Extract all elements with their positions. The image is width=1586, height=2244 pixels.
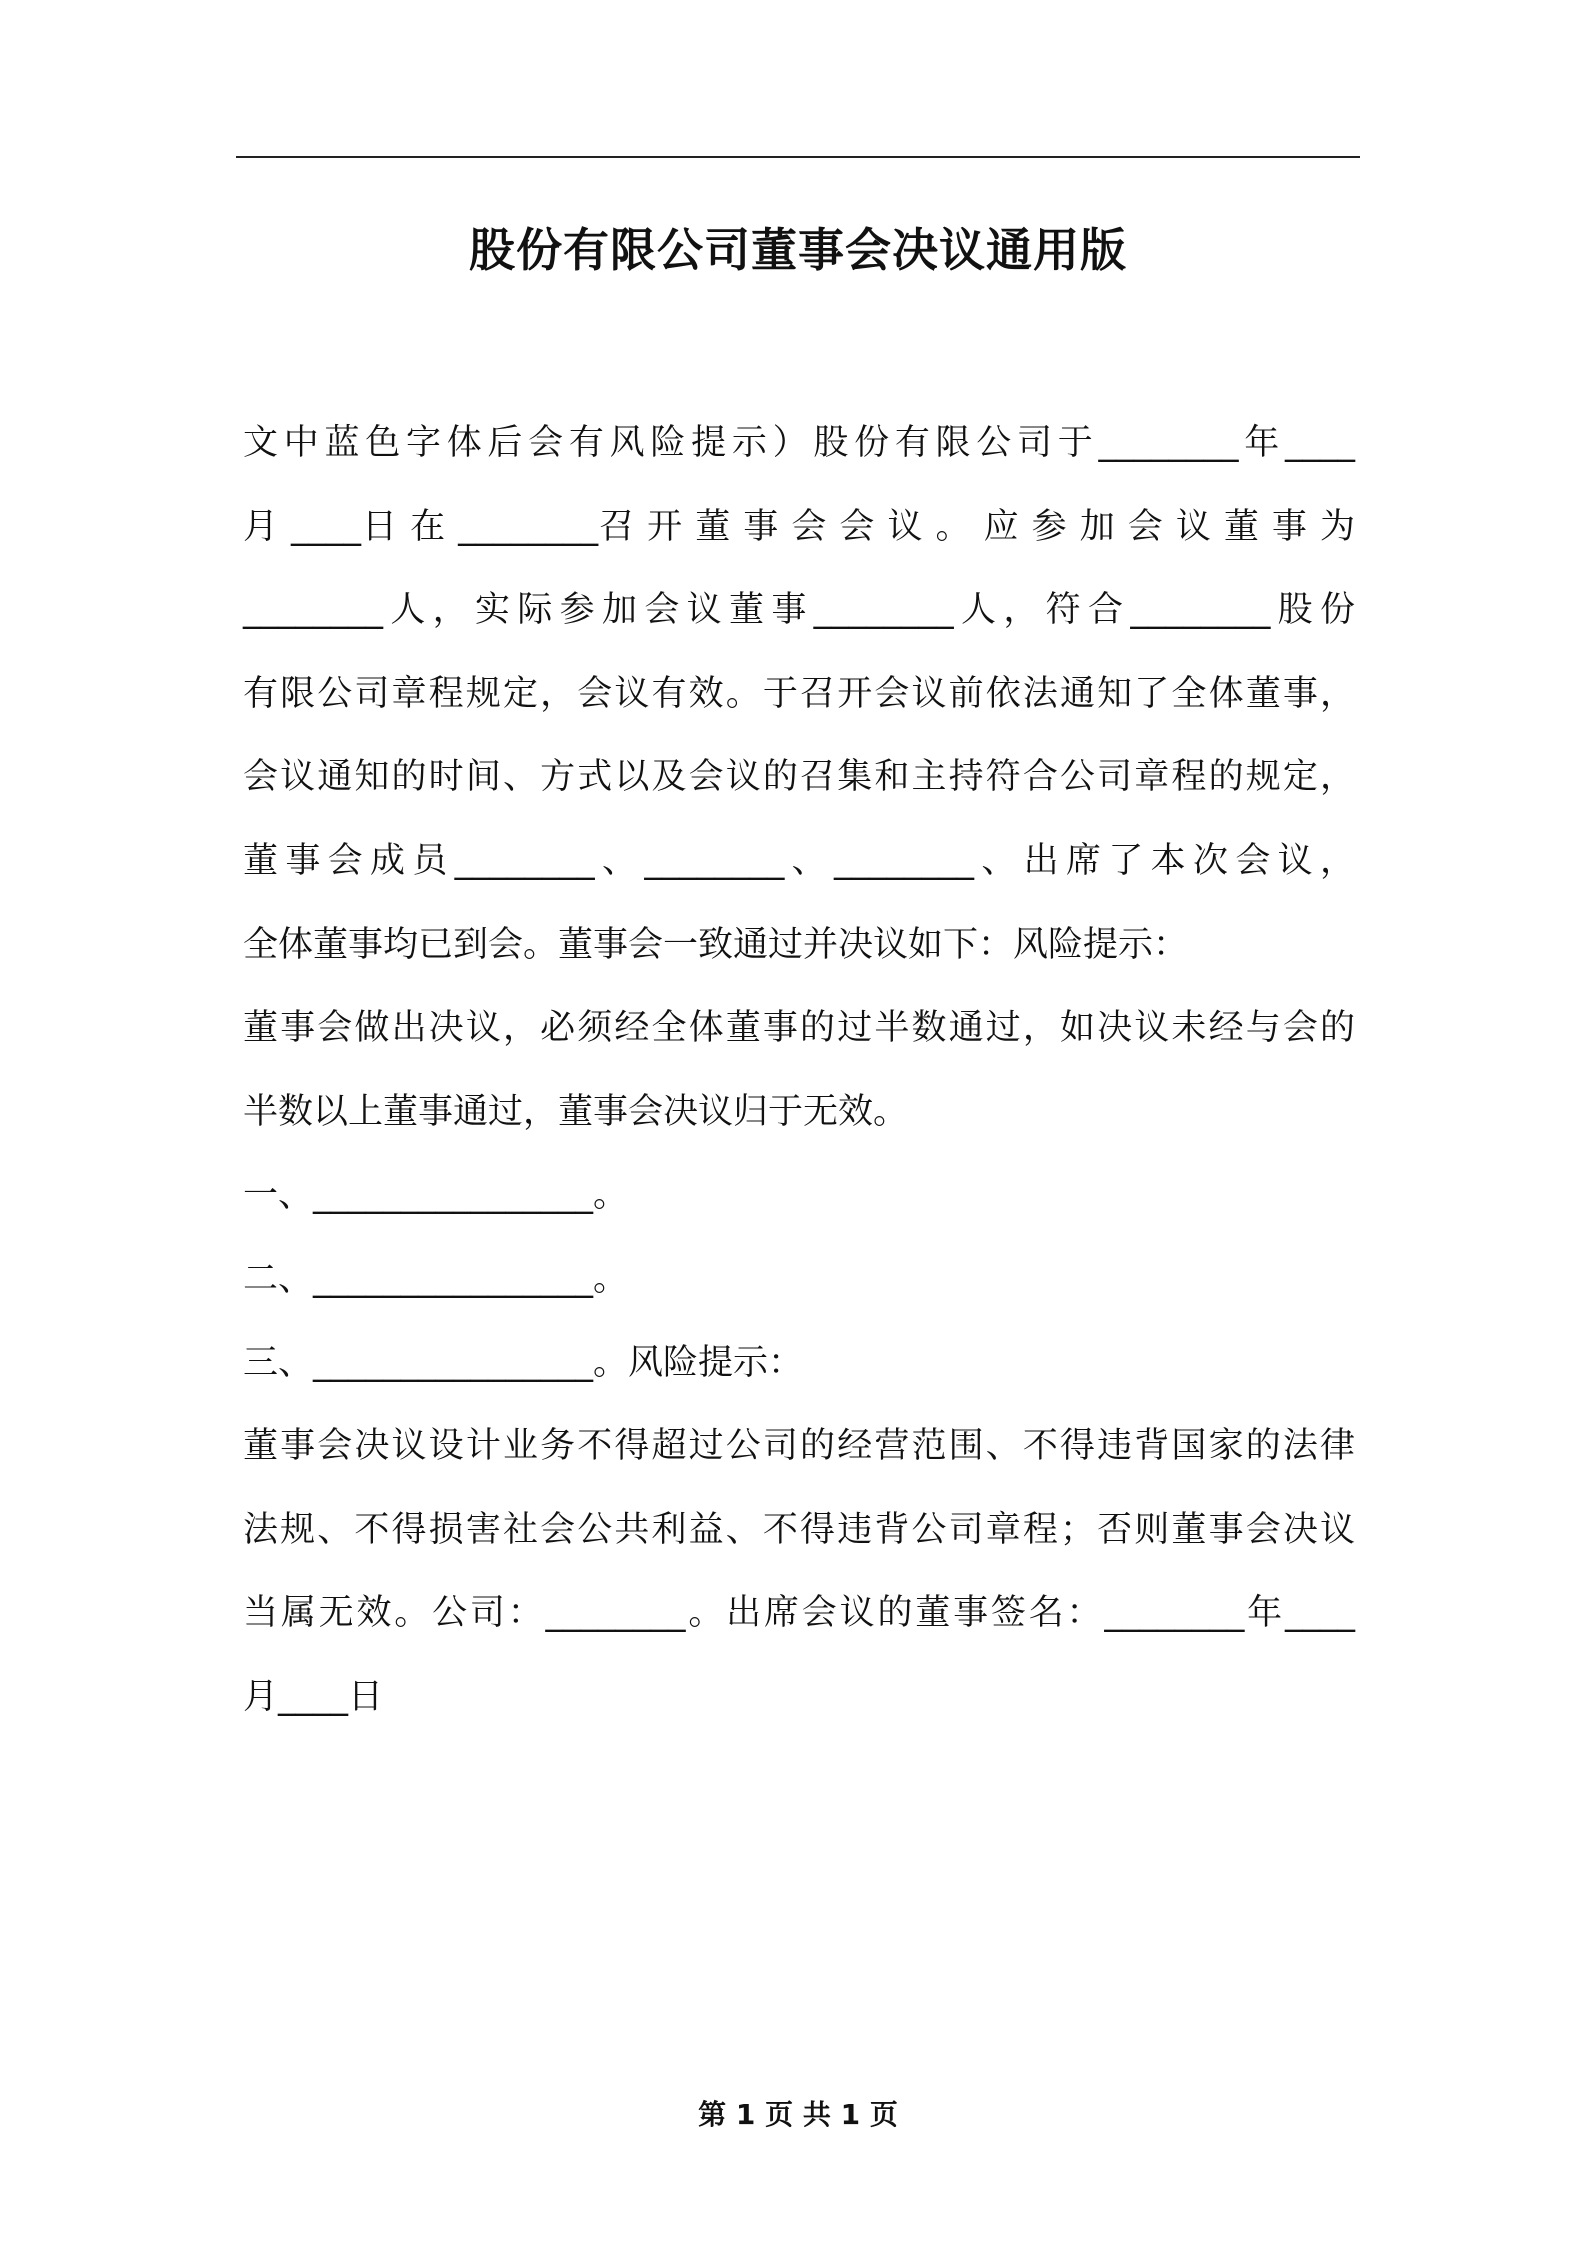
header-rule bbox=[236, 156, 1360, 158]
resolution-item-2: 二、________________。 bbox=[243, 1258, 629, 1299]
document-body bbox=[243, 402, 1355, 1740]
page-footer: 第 1 页 共 1 页 bbox=[698, 2098, 898, 2131]
body-line-6: 董事会成员________、________、________、出席了本次会议， bbox=[243, 840, 1355, 881]
resolution-item-3: 三、________________。风险提示： bbox=[243, 1342, 804, 1383]
body-line-4: 有限公司章程规定，会议有效。于召开会议前依法通知了全体董事， bbox=[243, 673, 1355, 714]
body-line-5: 会议通知的时间、方式以及会议的召集和主持符合公司章程的规定， bbox=[243, 757, 1355, 798]
body-line-1: 文中蓝色字体后会有风险提示）股份有限公司于________年____ bbox=[243, 423, 1355, 463]
document-title: 股份有限公司董事会决议通用版 bbox=[469, 223, 1127, 277]
date-line: 月____日 bbox=[243, 1676, 384, 1717]
body-line-3: ________人，实际参加会议董事________人，符合________股份 bbox=[243, 590, 1355, 631]
body-line-7: 全体董事均已到会。董事会一致通过并决议如下：风险提示： bbox=[243, 924, 1189, 965]
signature-line: 当属无效。公司：________。出席会议的董事签名：________年____ bbox=[243, 1593, 1355, 1634]
body-line-14: 法规、不得损害社会公共利益、不得违背公司章程；否则董事会决议 bbox=[243, 1509, 1355, 1550]
body-line-8: 董事会做出决议，必须经全体董事的过半数通过，如决议未经与会的 bbox=[243, 1008, 1355, 1049]
body-line-9: 半数以上董事通过，董事会决议归于无效。 bbox=[243, 1091, 909, 1132]
resolution-item-1: 一、________________。 bbox=[243, 1175, 629, 1216]
body-line-2: 月 ____日 在 ________召 开 董 事 会 会 议 。 应 参 加 会 议 董 事 为 bbox=[243, 506, 1355, 547]
body-line-13: 董事会决议设计业务不得超过公司的经营范围、不得违背国家的法律 bbox=[243, 1426, 1355, 1467]
